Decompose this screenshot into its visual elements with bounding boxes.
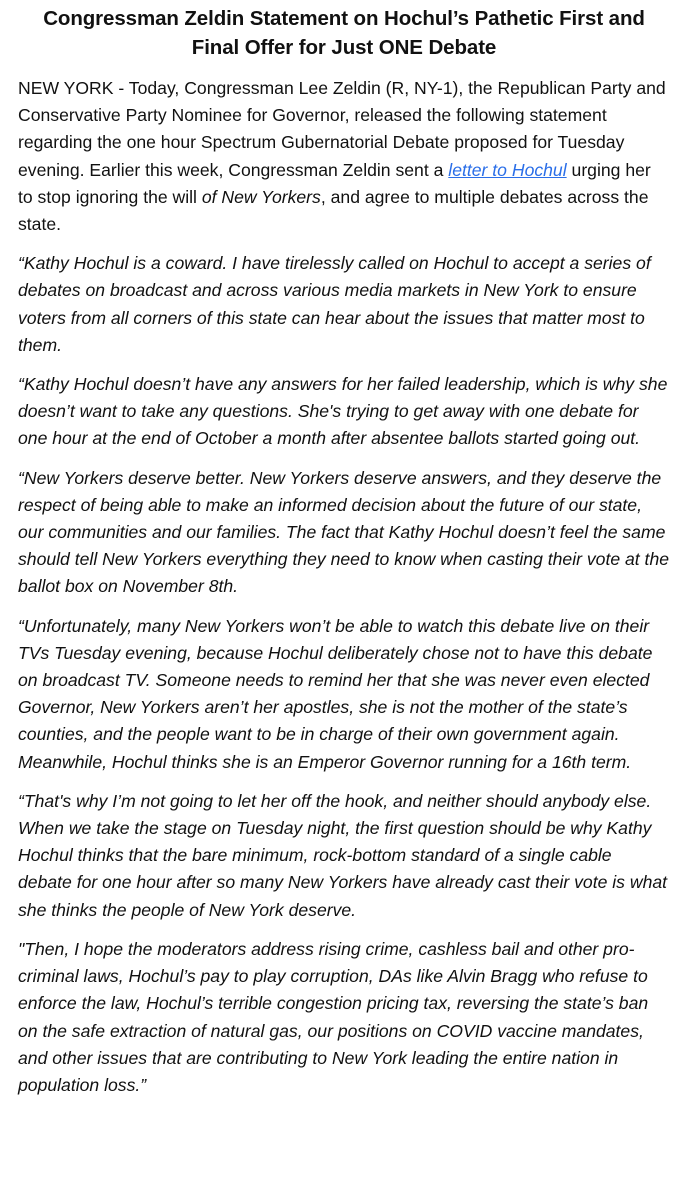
quote-paragraph-5: “That's why I’m not going to let her off the hook, and neither should anybody else. When we take the stage on Tuesday night, the first question should be why Kathy Hochul thinks that the bare minimum, rock-bottom standard of a single cable debate for one hour after so many New Yorkers have already cast their vote is what she thinks the people of New York deserve. <box>18 790 668 920</box>
intro-italic-phrase: of New Yorkers <box>201 186 321 207</box>
letter-to-hochul-link[interactable]: letter to Hochul <box>448 159 567 180</box>
quote-paragraph-3: “New Yorkers deserve better. New Yorkers deserve answers, and they deserve the respect of being able to make an informed decision about the future of our state, our communities and our families. The fact that Kathy Hochul doesn’t feel the same should tell New Yorkers everything they need to know when casting their vote at the ballot box on November 8th. <box>18 467 670 597</box>
intro-paragraph <box>18 75 670 238</box>
intro-text-end: , and agree to multiple debates across the state. <box>18 186 649 235</box>
intro-text: NEW YORK - Today, Congressman Lee Zeldin (R, NY-1), the Republican Party and Conservative Party Nominee for Governor, released the following statement regarding the one hour Spectrum Gubernatorial Debate proposed for Tuesday evening. Earlier this week, Congressman Zeldin sent a <box>18 78 666 180</box>
quote-paragraph-4: “Unfortunately, many New Yorkers won’t be able to watch this debate live on their TVs Tuesday evening, because Hochul deliberately chose not to have this debate on broadcast TV. Someone needs to remind her that she was never even elected Governor, New Yorkers aren’t her apostles, she is not the mother of the state’s counties, and the people want to be in charge of their own government again. Meanwhile, Hochul thinks she is an Emperor Governor running for a 16th term. <box>18 615 653 772</box>
headline: Congressman Zeldin Statement on Hochul’s Pathetic First and Final Offer for Just ONE Debate <box>43 7 645 59</box>
intro-text-continued: urging her to stop ignoring the will <box>18 159 651 207</box>
quote-paragraph-2: “Kathy Hochul doesn’t have any answers for her failed leadership, which is why she doesn’t want to take any questions. She's trying to get away with one debate for one hour at the end of October a month after absentee ballots started going out. <box>18 374 668 449</box>
quote-paragraph-6: "Then, I hope the moderators address rising crime, cashless bail and other pro-criminal laws, Hochul’s pay to play corruption, DAs like Alvin Bragg who refuse to enforce the law, Hochul’s terrible congestion pricing tax, reversing the state’s ban on the safe extraction of natural gas, our positions on COVID vaccine mandates, and other issues that are contributing to New York leading the entire nation in population loss.” <box>18 938 649 1095</box>
quote-paragraph-1: “Kathy Hochul is a coward. I have tirelessly called on Hochul to accept a series of debates on broadcast and across various media markets in New York to ensure voters from all corners of this state can hear about the issues that matter most to them. <box>18 253 651 355</box>
